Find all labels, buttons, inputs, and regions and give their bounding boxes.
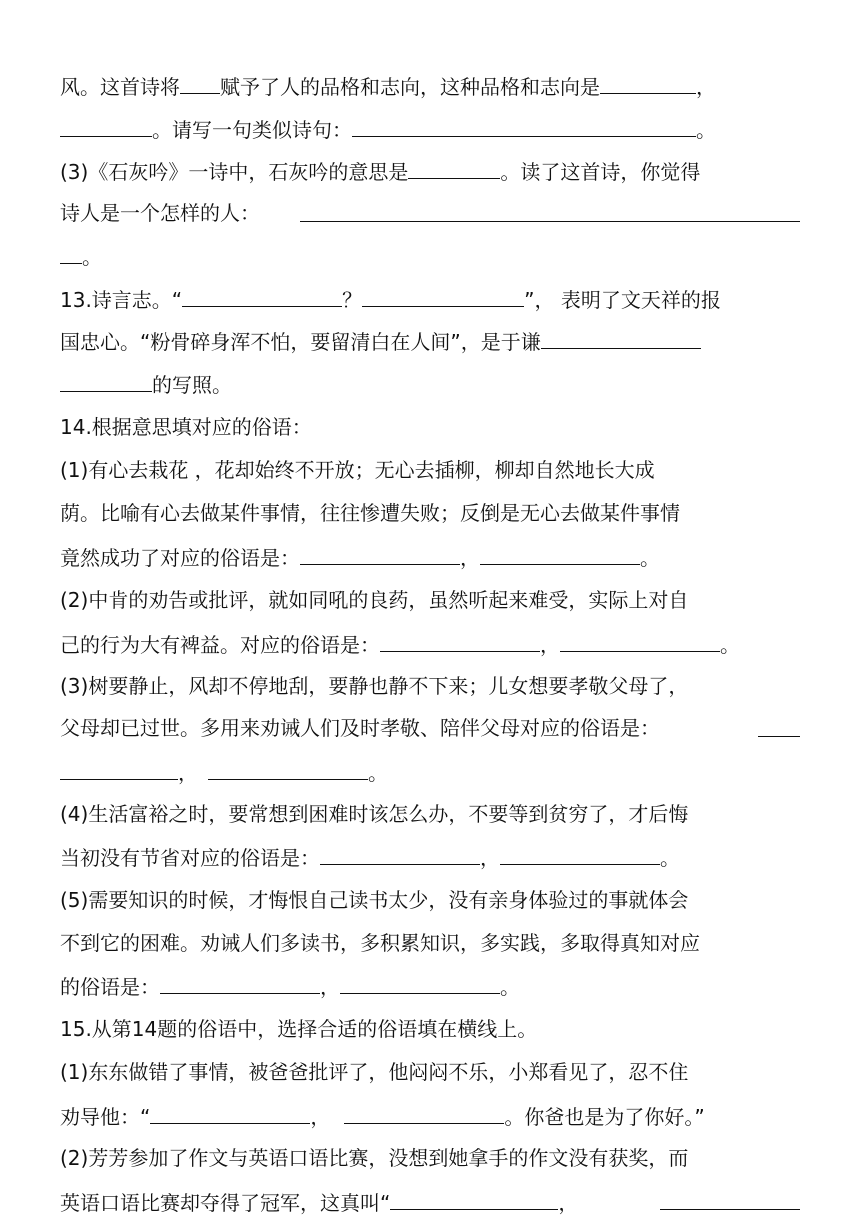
blank-line[interactable] [300,221,800,222]
line-text: 。你爸也是为了你好。” [504,1105,705,1129]
question-heading: 14.根据意思填对应的俗语： [60,415,312,439]
line-text: 。 [640,546,660,570]
blank-line[interactable] [344,1101,504,1124]
line-text: ， [558,1191,579,1215]
blank-line[interactable] [60,369,152,392]
blank-line[interactable] [362,284,524,307]
text-line [60,1187,578,1215]
line-text: (1)东东做错了事情，被爸爸批评了，他闷闷不乐，小郑看见了，忍不住 [60,1060,689,1084]
text-line [60,929,700,957]
text-line [60,971,520,999]
blank-line[interactable] [60,757,178,780]
line-text: ， [310,1105,331,1129]
line-text: 。 [82,245,102,269]
blank-line[interactable] [150,1101,310,1124]
line-text: 劝导他：“ [60,1105,151,1129]
line-text: 13.诗言志。“ [60,288,183,312]
line-text: 己的行为大有裨益。对应的俗语是： [60,633,380,657]
line-text: 荫。比喻有心去做某件事情，往往惨遭失败；反倒是无心去做某件事情 [60,501,680,525]
line-text: 赋予了人的品格和志向，这种品格和志向是 [220,75,600,99]
text-line [60,542,660,570]
line-text: (4)生活富裕之时，要常想到困难时该怎么办，不要等到贫穷了，才后悔 [60,802,689,826]
line-text: 。 [368,761,388,785]
line-text: 。读了这首诗，你觉得 [500,160,701,184]
line-text: 。 [696,118,716,142]
line-text: ， [696,75,716,99]
line-text: 英语口语比赛却夺得了冠军，这真叫“ [60,1191,391,1215]
text-line [60,456,655,484]
blank-line[interactable] [390,1187,558,1210]
blank-line[interactable] [60,241,82,264]
text-line [60,1101,705,1129]
text-line [60,326,701,354]
line-text: (2)中肯的劝告或批评，就如同吼的良药，虽然听起来难受，实际上对自 [60,588,689,612]
line-text: ， [480,846,500,870]
line-text: ？ [342,288,363,312]
line-text: 的写照。 [152,373,232,397]
line-text: 。 [660,846,680,870]
blank-line[interactable] [340,971,500,994]
text-line [60,71,716,99]
question-heading: 15.从第14题的俗语中，选择合适的俗语填在横线上。 [60,1017,538,1041]
line-text: ， [460,546,480,570]
line-text: ”， 表明了文天祥的报 [524,288,721,312]
text-line [60,369,232,397]
line-text: 。 [500,975,520,999]
line-text: 诗人是一个怎样的人： [60,201,260,225]
text-line [60,1058,688,1086]
text-line [60,842,680,870]
line-text: (1)有心去栽花 ，花却始终不开放；无心去插柳，柳却自然地长大成 [60,458,655,482]
line-text: (2)芳芳参加了作文与英语口语比赛，没想到她拿手的作文没有获奖，而 [60,1146,689,1170]
blank-line[interactable] [320,842,480,865]
blank-line[interactable] [300,542,460,565]
blank-line[interactable] [208,757,368,780]
blank-line[interactable] [408,156,500,179]
text-line [60,714,660,742]
text-line [60,114,716,142]
text-line [60,886,688,914]
line-text: 风。这首诗将 [60,75,180,99]
blank-line[interactable] [160,971,320,994]
line-text: 的俗语是： [60,975,160,999]
text-line [60,284,721,312]
text-line [60,586,688,614]
blank-line[interactable] [758,736,800,737]
blank-line[interactable] [180,71,220,94]
text-line [60,156,700,184]
text-line [60,757,388,785]
text-line [60,241,102,269]
text-line [60,672,688,700]
blank-line[interactable] [480,542,640,565]
blank-line[interactable] [380,629,540,652]
blank-line[interactable] [600,71,696,94]
blank-line[interactable] [352,114,696,137]
text-line [60,1015,537,1043]
text-line [60,800,688,828]
blank-line[interactable] [500,842,660,865]
line-text: 当初没有节省对应的俗语是： [60,846,320,870]
line-text: ， [540,633,560,657]
line-text: (3)《石灰吟》一诗中，石灰吟的意思是 [60,160,409,184]
text-line [60,199,260,227]
line-text: 竟然成功了对应的俗语是： [60,546,300,570]
line-text: ， [320,975,340,999]
line-text: 不到它的困难。劝诫人们多读书，多积累知识，多实践，多取得真知对应 [60,931,700,955]
line-text: 父母却已过世。多用来劝诫人们及时孝敬、陪伴父母对应的俗语是： [60,716,660,740]
line-text: (3)树要静止，风却不停地刮，要静也静不下来；儿女想要孝敬父母了， [60,674,689,698]
blank-line[interactable] [60,114,152,137]
text-line [60,1144,688,1172]
text-line [60,629,740,657]
blank-line[interactable] [560,629,720,652]
text-line [60,499,680,527]
line-text: 国忠心。“粉骨碎身浑不怕，要留清白在人间”，是于谦 [60,330,541,354]
line-text: 。请写一句类似诗句： [152,118,352,142]
line-text: (5)需要知识的时候，才悔恨自己读书太少，没有亲身体验过的事就体会 [60,888,689,912]
line-text: ， [178,761,198,785]
line-text: 。 [720,633,740,657]
text-line [60,413,312,441]
blank-line[interactable] [660,1209,800,1210]
blank-line[interactable] [182,284,342,307]
blank-line[interactable] [541,326,701,349]
